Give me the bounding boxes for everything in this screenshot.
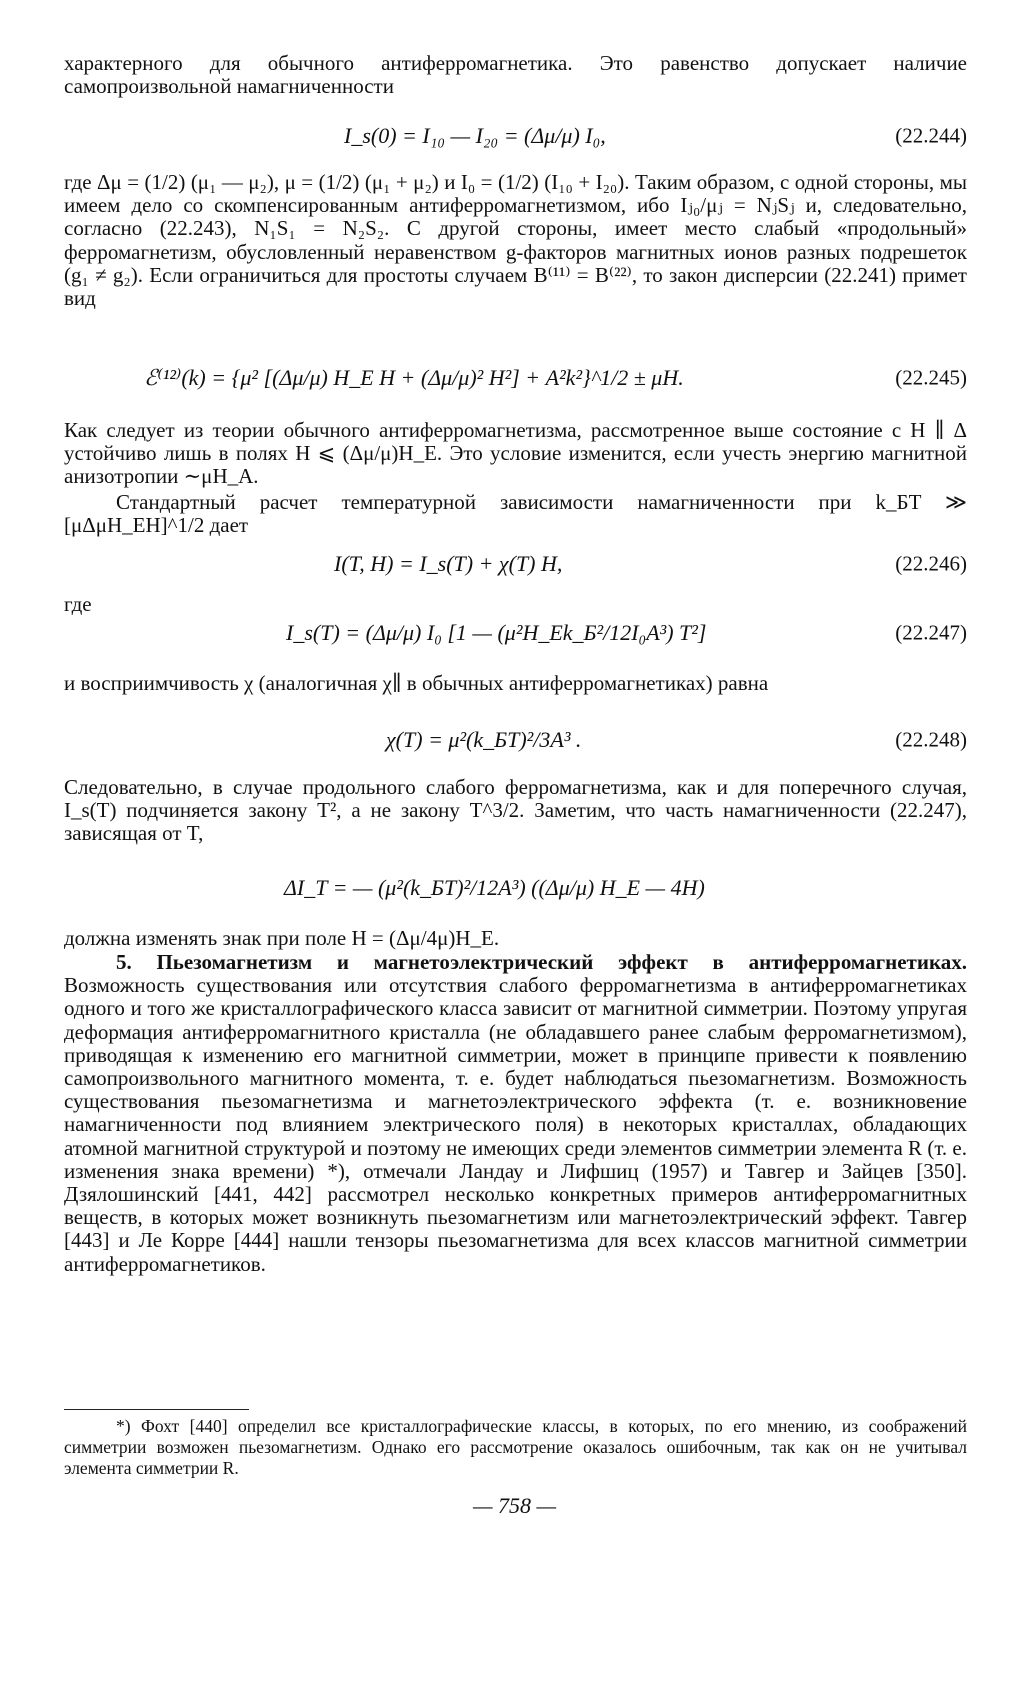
equation-body: I_s(0) = I₁₀ — I₂₀ = (Δμ/μ) I₀,	[344, 123, 606, 149]
equation-body: I_s(T) = (Δμ/μ) I₀ [1 — (μ²H_Ek_Б²/12I₀A³) T²]	[286, 620, 707, 646]
section-5	[64, 951, 967, 1276]
section-body: Возможность существования или отсутствия слабого ферромагнетизма в антиферромагнетиках одного и того же кристаллографического класса зависит от магнитной симметрии. Поэтому упругая деформация антиферромагнитного кристалла (не обладавшего ранее слабым ферромагнетизмом), приводящая к изменению его магнитной симметрии, может в принципе привести к появлению самопроизвольного магнитного момента, т. е. будет наблюдаться пьезомагнетизм. Возможность существования пьезомагнетизма и магнетоэлектрического эффекта (т. е. возникновение намагниченности под влиянием электрического поля) в некоторых кристаллах, обладающих атомной магнитной структурой и поэтому не имеющих среди элементов симметрии элемента R (т. е. изменения знака времени) *), отмечали Ландау и Лифшиц (1957) и Тавгер и Зайцев [350]. Дзялошинский [441, 442] рассмотрел несколько конкретных примеров антиферромагнитных веществ, в которых может возникнуть пьезомагнетизм или магнетоэлектрический эффект. Тавгер [443] и Ле Корре [444] нашли тензоры пьезомагнетизма для всех классов магнитной симметрии антиферромагнетиков.	[64, 973, 967, 1276]
equation-number: (22.248)	[895, 727, 967, 752]
paragraph-intro: характерного для обычного антиферромагнетика. Это равенство допускает наличие самопроизвольной намагниченности	[64, 51, 967, 99]
equation-number: (22.245)	[895, 365, 967, 390]
equation-22-247	[64, 613, 967, 653]
paragraph-consequently: Следовательно, в случае продольного слабого ферромагнетизма, как и для поперечного случая, I_s(T) подчиняется закону T², а не закону T^3/2. Заметим, что часть намагниченности (22.247), зависящая от T,	[64, 775, 967, 846]
paragraph-compensated: где Δμ = (1/2) (μ₁ — μ₂), μ = (1/2) (μ₁ + μ₂) и I₀ = (1/2) (I₁₀ + I₂₀). Таким образом, с одной стороны, мы имеем дело со скомпенсированным антиферромагнетизмом, ибо Iⱼ₀/μⱼ = NⱼSⱼ и, следовательно, согласно (22.243), N₁S₁ = N₂S₂. С другой стороны, имеет место слабый «продольный» ферромагнетизм, обусловленный неравенством g-факторов магнитных ионов разных подрешеток (g₁ ≠ g₂). Если ограничиться для простоты случаем B⁽¹¹⁾ = B⁽²²⁾, то закон дисперсии (22.241) примет вид	[64, 170, 967, 311]
paragraph-standard-calc: Стандартный расчет температурной зависимости намагниченности при k_БT ≫ [μΔμH_EH]^1/2 дает	[64, 490, 967, 538]
paragraph-stability: Как следует из теории обычного антиферромагнетизма, рассмотренное выше состояние с H ∥ Δ устойчиво лишь в полях H ⩽ (Δμ/μ)H_E. Это условие изменится, если учесть энергию магнитной анизотропии ∼μH_A.	[64, 418, 967, 489]
equation-22-244	[64, 116, 967, 156]
equation-body: I(T, H) = I_s(T) + χ(T) H,	[334, 551, 563, 577]
equation-22-248	[64, 720, 967, 760]
paragraph-where: где	[64, 592, 92, 616]
equation-number: (22.244)	[895, 123, 967, 148]
footnote: *) Фохт [440] определил все кристаллографические классы, в которых, по его мнению, из соображений симметрии возможен пьезомагнетизм. Однако его рассмотрение оказалось ошибочным, так как он не учитывал элемента симметрии R.	[64, 1416, 967, 1478]
equation-body: ΔI_T = — (μ²(k_БT)²/12A³) ((Δμ/μ) H_E — 4H)	[284, 875, 705, 901]
equation-body: ℰ⁽¹²⁾(k) = {μ² [(Δμ/μ) H_E H + (Δμ/μ)² H²] + A²k²}^1/2 ± μH.	[144, 365, 684, 391]
equation-delta-it	[64, 868, 967, 908]
footnote-divider	[64, 1409, 249, 1410]
paragraph-sign-change: должна изменять знак при поле H = (Δμ/4μ)H_E.	[64, 926, 500, 950]
equation-22-245	[64, 358, 967, 398]
section-title: 5. Пьезомагнетизм и магнетоэлектрический эффект в антиферромагнетиках.	[116, 950, 967, 974]
equation-body: χ(T) = μ²(k_БT)²/3A³ .	[386, 727, 582, 753]
equation-number: (22.246)	[895, 551, 967, 576]
equation-number: (22.247)	[895, 620, 967, 645]
page-number: — 758 —	[472, 1493, 557, 1518]
paragraph-susceptibility: и восприимчивость χ (аналогичная χ∥ в обычных антиферромагнетиках) равна	[64, 671, 769, 695]
equation-22-246	[64, 544, 967, 584]
